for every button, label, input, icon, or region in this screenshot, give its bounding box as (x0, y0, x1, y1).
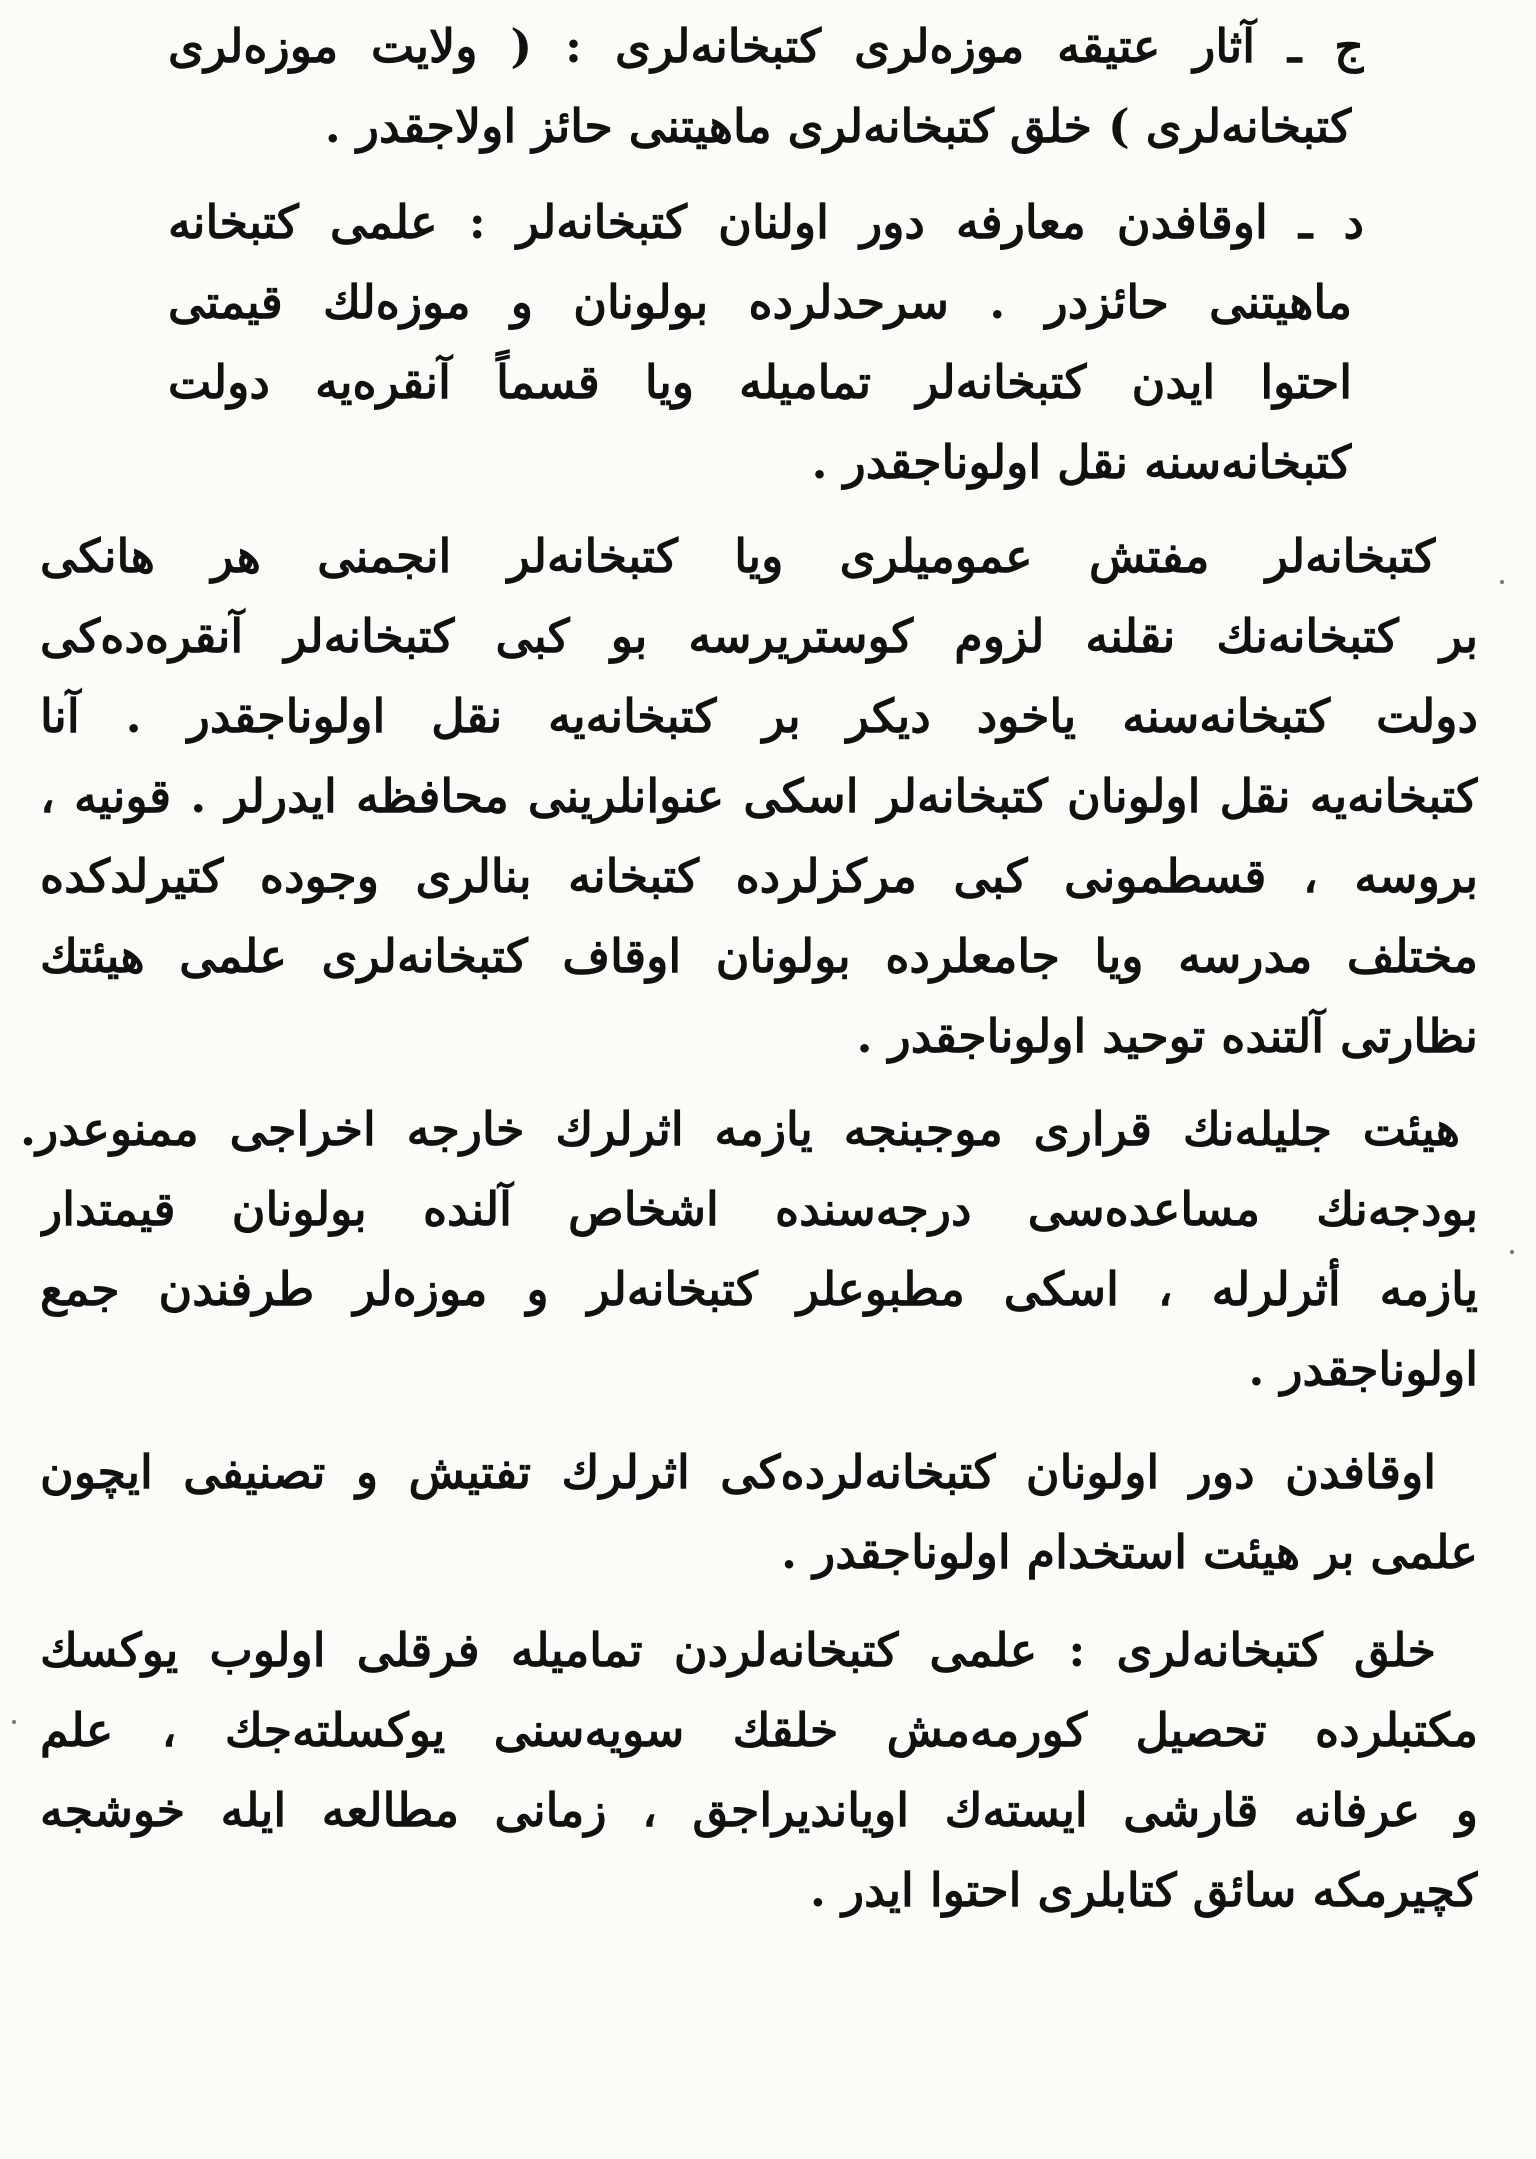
text-line: نظارتی آلتنده توحید اولوناجقدر . (856, 1009, 1478, 1063)
text-line: اوقافدن دور اولونان کتبخانه‌لرده‌کی اثرلرك تفتیش و تصنیفی ایچون (40, 1445, 1436, 1499)
text-line: اولوناجقدر . (1248, 1342, 1478, 1396)
scan-speck (1510, 1250, 1514, 1254)
text-line: مکتبلرده تحصیل کورمه‌مش خلقك سویه‌سنی یوکسلته‌جك ، علم (40, 1703, 1478, 1757)
text-line: کتبخانه‌یه نقل اولونان کتبخانه‌لر اسکی عنوانلرینی محافظه ایدرلر . قونیه ، (40, 769, 1478, 823)
text-line: دولت کتبخانه‌سنه یاخود دیکر بر کتبخانه‌یه نقل اولوناجقدر . آنا (40, 689, 1478, 743)
text-line: علمی بر هیئت استخدام اولوناجقدر . (780, 1525, 1478, 1579)
text-line: کتبخانه‌لر مفتش عمومیلری ویا کتبخانه‌لر انجمنی هر هانکی (40, 529, 1436, 583)
scan-speck (1500, 580, 1504, 584)
text-line: خلق کتبخانه‌لری : علمی کتبخانه‌لردن تمامیله فرقلی اولوب یوکسك (40, 1623, 1436, 1677)
text-line: ماهیتنی حائزدر . سرحدلرده بولونان و موزه‌لك قیمتی (168, 275, 1352, 329)
text-line: و عرفانه قارشی ایسته‌ك اویاندیراجق ، زمانی مطالعه ایله خوشجه (40, 1783, 1478, 1837)
scan-speck (12, 1720, 16, 1724)
text-line: هیئت جلیله‌نك قراری موجبنجه یازمه اثرلرك خارجه اخراجی ممنوعدر. (20, 1102, 1460, 1156)
text-line: کتبخانه‌لری ) خلق کتبخانه‌لری ماهیتنی حائز اولاجقدر . (324, 99, 1352, 153)
text-line: بودجه‌نك مساعده‌سی درجه‌سنده اشخاص آلنده بولونان قیمتدار (40, 1182, 1478, 1236)
text-line: احتوا ایدن کتبخانه‌لر تمامیله ویا قسماً آنقره‌یه دولت (168, 355, 1352, 409)
text-line: د ـ اوقافدن معارفه دور اولنان کتبخانه‌لر : علمی کتبخانه (168, 195, 1364, 249)
text-line: کتبخانه‌سنه نقل اولوناجقدر . (811, 435, 1352, 489)
text-line: ج ـ آثار عتیقه موزه‌لری کتبخانه‌لری : ( ولایت موزه‌لری (168, 19, 1364, 73)
text-line: بروسه ، قسطمونی کبی مرکزلرده کتبخانه بنالری وجوده کتیرلدکده (40, 849, 1478, 903)
text-line: بر کتبخانه‌نك نقلنه لزوم کوستریرسه بو کبی کتبخانه‌لر آنقره‌ده‌کی (40, 609, 1478, 663)
text-line: مختلف مدرسه ویا جامعلرده بولونان اوقاف کتبخانه‌لری علمی هیئتك (40, 929, 1478, 983)
text-line: کچیرمکه سائق کتابلری احتوا ایدر . (809, 1863, 1478, 1917)
text-line: یازمه أثرلرله ، اسکی مطبوعلر کتبخانه‌لر و موزه‌لر طرفندن جمع (40, 1262, 1478, 1316)
